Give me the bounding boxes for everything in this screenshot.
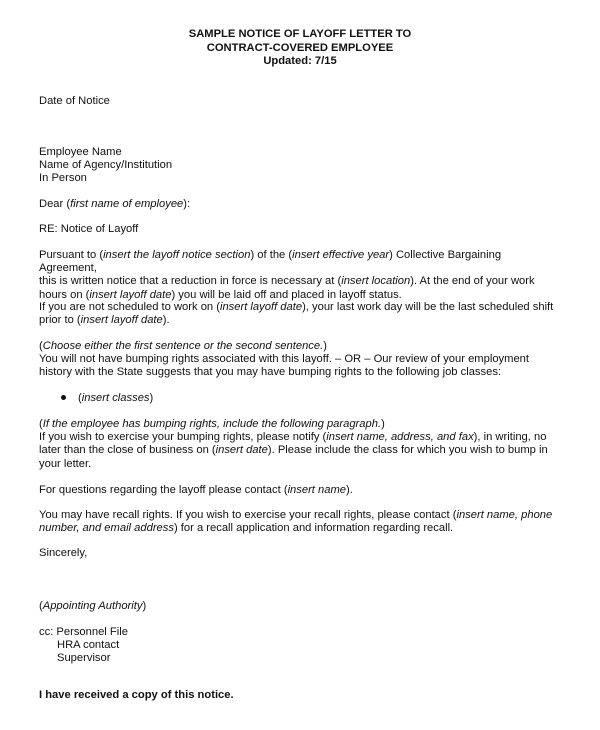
p2-text-4: ). — [162, 314, 170, 327]
delivery-method: In Person — [39, 172, 87, 185]
p2-text-2: ), your last work day will be the last scheduled shift — [302, 301, 554, 313]
p4-instruction-note: If the employee has bumping rights, include the following paragraph. — [42, 418, 382, 430]
p4-text-5: your letter. — [39, 457, 92, 470]
cc-hra-contact: HRA contact — [57, 639, 120, 652]
title-line-3: Updated: 7/15 — [263, 55, 337, 67]
p5-text-2: ). — [346, 484, 353, 496]
bullet-open-paren: ( — [78, 392, 82, 404]
bullet-close-paren: ) — [149, 392, 154, 404]
p5-placeholder-name: insert name — [287, 484, 347, 496]
p2-placeholder-date-1: insert layoff date — [219, 301, 303, 313]
signature-open-paren: ( — [39, 600, 43, 612]
p5-text-1: For questions regarding the layoff please contact ( — [39, 484, 288, 496]
p6-text-1: You may have recall rights. If you wish to exercise your recall rights, please contact ( — [39, 509, 457, 521]
p1-text-5: ). At the end of your work — [410, 275, 535, 288]
p4-placeholder-date: insert date — [215, 444, 268, 457]
p4-text-2: ), in writing, no — [473, 431, 547, 444]
p4-text-4: ). Please include the class for which you wish to bump in — [267, 444, 548, 457]
p4-text-1: If you wish to exercise your bumping rights, please notify ( — [39, 431, 327, 444]
bullet-placeholder: insert classes — [81, 392, 150, 404]
p3-line-2: You will not have bumping rights associated with this layoff. – OR – Our review of your employment — [39, 353, 530, 366]
p1-placeholder-location: insert location — [341, 275, 411, 288]
p4-placeholder-contact: insert name, address, and fax — [326, 431, 474, 444]
employee-name: Employee Name — [39, 146, 122, 158]
document-title — [0, 28, 600, 69]
recipient-address — [39, 146, 561, 186]
agency-name: Name of Agency/Institution — [39, 159, 173, 172]
p1-text-6: hours on ( — [39, 288, 90, 301]
salutation — [39, 198, 561, 211]
salutation-placeholder: first name of employee — [70, 198, 184, 210]
salutation-suffix: ): — [183, 198, 191, 210]
cc-personnel-file: cc: Personnel File — [39, 626, 128, 638]
paragraph-questions-contact — [39, 484, 561, 497]
cc-supervisor: Supervisor — [57, 652, 111, 665]
p4-close-paren: ) — [381, 418, 385, 430]
p6-placeholder-contact-1: insert name, phone — [456, 509, 553, 521]
p4-open-paren: ( — [39, 418, 43, 430]
p3-line-3: history with the State suggests that you may have bumping rights to the following job classes: — [39, 366, 502, 379]
acknowledgment-line: I have received a copy of this notice. — [39, 689, 234, 701]
p1-placeholder-section: insert the layoff notice section — [103, 249, 251, 261]
p1-text-4: this is written notice that a reduction in force is necessary at ( — [39, 275, 342, 288]
bullet-icon — [61, 395, 66, 400]
title-line-2: CONTRACT-COVERED EMPLOYEE — [206, 41, 394, 54]
p1-text-2: ) of the ( — [250, 249, 293, 261]
closing-sincerely: Sincerely, — [39, 547, 88, 559]
p6-text-2: ) for a recall application and information regarding recall. — [173, 522, 454, 535]
re-line: RE: Notice of Layoff — [39, 223, 139, 235]
signature-close-paren: ) — [142, 600, 147, 612]
paragraph-layoff-notice — [39, 249, 561, 302]
paragraph-exercise-bumping — [39, 418, 561, 471]
p2-text-1: If you are not scheduled to work on ( — [39, 301, 220, 313]
p6-placeholder-contact-2: number, and email address — [39, 522, 174, 535]
p1-text-1: Pursuant to ( — [39, 249, 104, 261]
title-line-1: SAMPLE NOTICE OF LAYOFF LETTER TO — [188, 28, 412, 40]
salutation-prefix: Dear ( — [39, 198, 71, 210]
paragraph-last-work-day — [39, 301, 561, 327]
p3-open-paren: ( — [39, 340, 43, 352]
signature-block — [39, 600, 561, 613]
p1-placeholder-year: insert effective year — [292, 249, 390, 261]
p1-placeholder-date: insert layoff date — [89, 288, 172, 301]
date-of-notice: Date of Notice — [39, 95, 110, 107]
p3-close-paren: ) — [323, 340, 327, 352]
signature-placeholder: Appointing Authority — [42, 600, 143, 612]
paragraph-bumping-rights — [39, 340, 561, 380]
p4-text-3: later than the close of business on ( — [39, 444, 216, 457]
bullet-job-classes — [61, 392, 541, 405]
p1-text-7: ) you will be laid off and placed in layoff status. — [171, 288, 402, 301]
paragraph-recall-rights — [39, 509, 561, 535]
p2-placeholder-date-2: insert layoff date — [80, 314, 163, 327]
p3-instruction-note: Choose either the first sentence or the second sentence. — [42, 340, 324, 352]
p2-text-3: prior to ( — [39, 314, 81, 327]
p1-text-3: ) Collective Bargaining Agreement, — [39, 249, 502, 275]
cc-list — [39, 626, 561, 666]
